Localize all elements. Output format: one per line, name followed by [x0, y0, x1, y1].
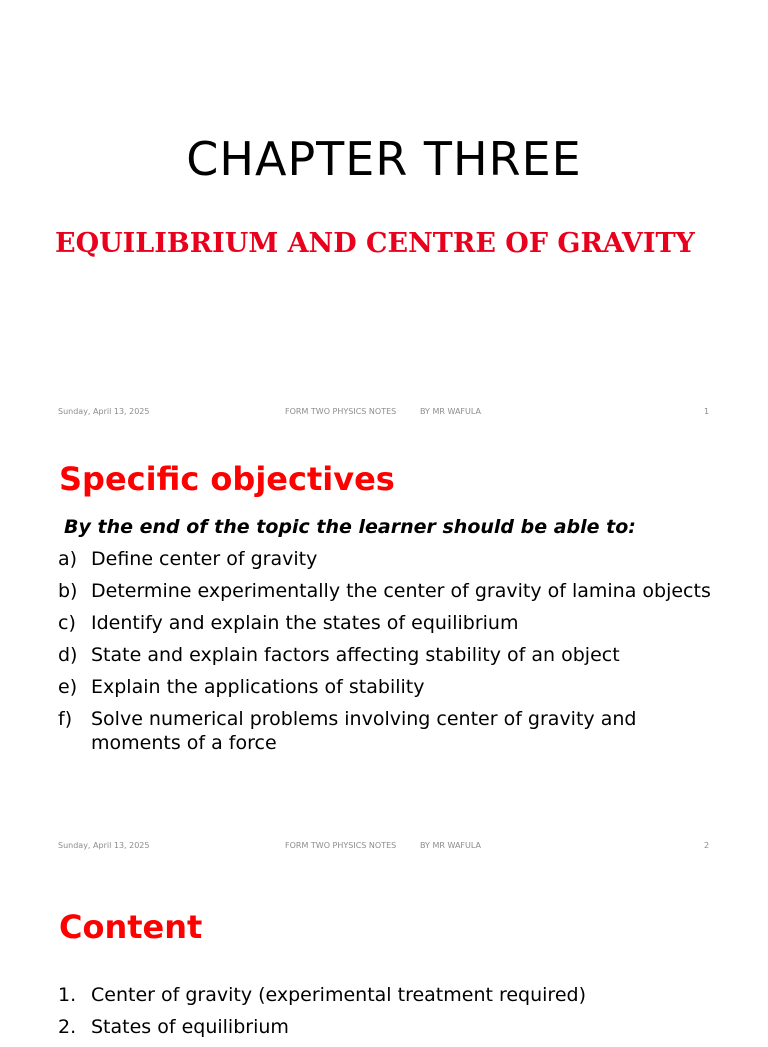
list-item: [58, 547, 718, 571]
content-heading: Content: [59, 908, 203, 946]
list-item-marker: d): [58, 644, 78, 666]
list-item: [58, 707, 718, 755]
chapter-subtitle: EQUILIBRIUM AND CENTRE OF GRAVITY: [55, 228, 695, 259]
objectives-list: [58, 547, 718, 763]
footer-date: Sunday, April 13, 2025: [58, 407, 150, 416]
list-item-text: State and explain factors affecting stability of an object: [91, 644, 620, 666]
list-item-marker: 1.: [58, 984, 77, 1006]
list-item: [58, 643, 718, 667]
objectives-intro: By the end of the topic the learner should be able to:: [64, 516, 636, 538]
footer-author: BY MR WAFULA: [420, 841, 481, 850]
list-item-marker: e): [58, 676, 78, 698]
chapter-title: CHAPTER THREE: [186, 132, 582, 186]
footer-date: Sunday, April 13, 2025: [58, 841, 150, 850]
list-item-marker: b): [58, 580, 78, 602]
footer-title: FORM TWO PHYSICS NOTES: [285, 841, 397, 850]
list-item: [58, 1015, 718, 1039]
list-item-text: States of equilibrium: [91, 1016, 289, 1038]
list-item-text: Determine experimentally the center of gravity of lamina objects: [91, 580, 711, 602]
list-item-text: Explain the applications of stability: [91, 676, 425, 698]
list-item-marker: 2.: [58, 1016, 77, 1038]
objectives-heading: Specific objectives: [59, 460, 395, 498]
list-item: [58, 675, 718, 699]
list-item: [58, 983, 718, 1007]
list-item-text: Define center of gravity: [91, 548, 318, 570]
list-item: [58, 611, 718, 635]
list-item-text: Identify and explain the states of equilibrium: [91, 612, 519, 634]
list-item-marker: c): [58, 612, 76, 634]
footer-page-number: 2: [704, 841, 710, 850]
list-item-marker: a): [58, 548, 78, 570]
list-item: [58, 579, 718, 603]
footer-title: FORM TWO PHYSICS NOTES: [285, 407, 397, 416]
list-item-text: Solve numerical problems involving center of gravity and moments of a force: [91, 708, 637, 754]
footer-author: BY MR WAFULA: [420, 407, 481, 416]
footer-page-number: 1: [704, 407, 710, 416]
content-list: [58, 983, 718, 1047]
list-item-marker: f): [58, 708, 73, 730]
list-item-text: Center of gravity (experimental treatment required): [91, 984, 586, 1006]
